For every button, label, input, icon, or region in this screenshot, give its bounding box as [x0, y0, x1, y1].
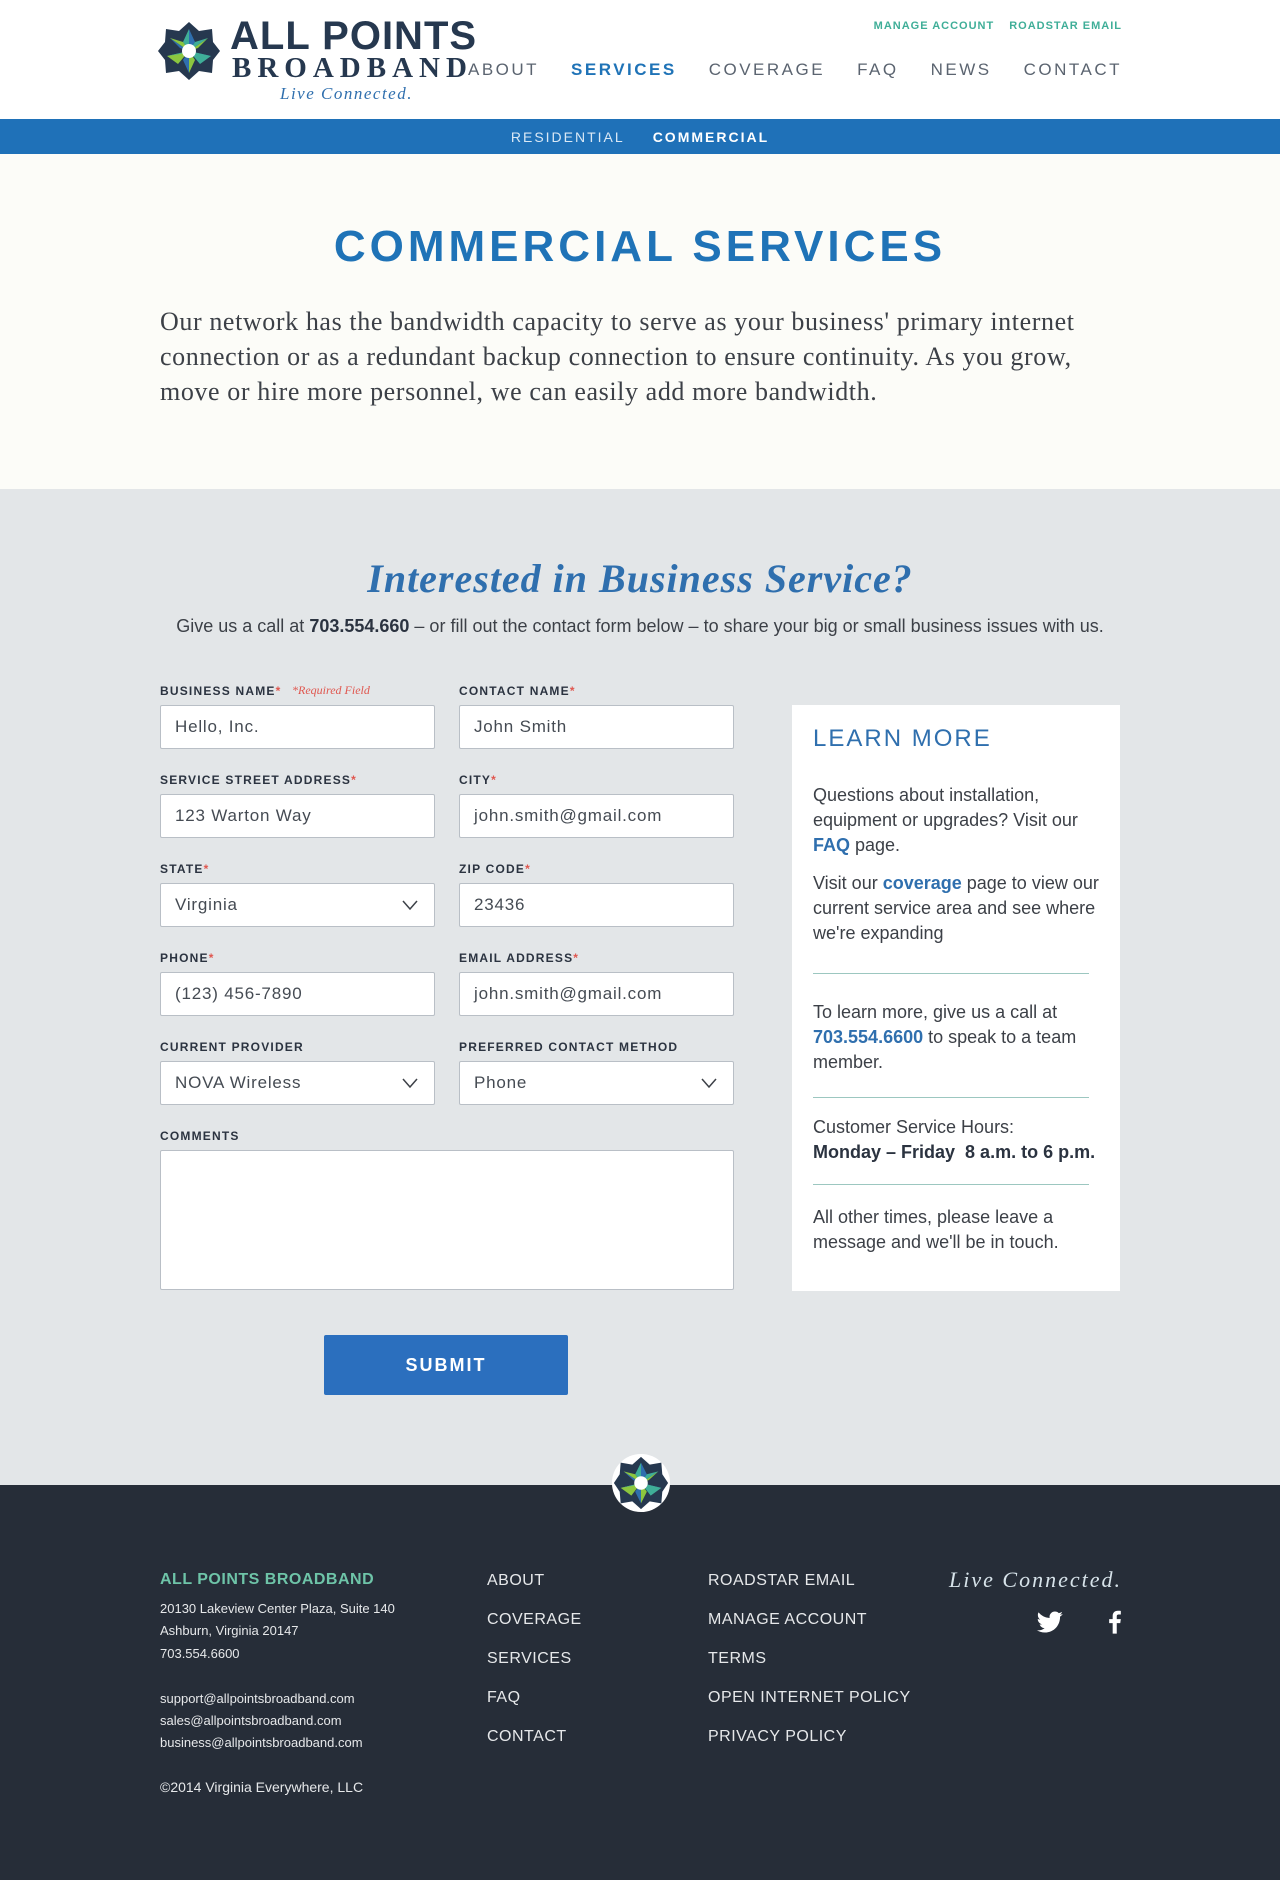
logo-tagline: Live Connected.: [280, 84, 413, 103]
footer-link-services[interactable]: SERVICES: [487, 1650, 572, 1667]
contact-name-input[interactable]: John Smith: [459, 705, 734, 749]
footer-link-faq[interactable]: FAQ: [487, 1689, 521, 1706]
email-label: [459, 951, 579, 965]
form-intro-text-after: – or fill out the contact form below – to share your big or small business issues with us.: [409, 616, 1104, 636]
state-select-value: Virginia: [175, 895, 238, 914]
contact-name-label-text: CONTACT NAME: [459, 684, 570, 698]
faq-text: Questions about installation, equipment or upgrades? Visit our: [813, 785, 1078, 830]
required-star: *: [573, 951, 580, 965]
call-text-after: to speak to a team member.: [813, 1027, 1077, 1072]
required-star: *: [351, 773, 357, 787]
coverage-paragraph: [813, 871, 1113, 946]
required-star: *: [275, 684, 282, 698]
footer-phone: 703.554.6600: [160, 1646, 240, 1661]
footer-company-name: ALL POINTS BROADBAND: [160, 1571, 375, 1588]
footer-link-privacy-policy[interactable]: PRIVACY POLICY: [708, 1728, 847, 1745]
footer-link-manage-account[interactable]: MANAGE ACCOUNT: [708, 1611, 868, 1628]
form-intro-phone: 703.554.660: [309, 616, 410, 636]
main-nav: [468, 60, 1122, 80]
contact-method-label: PREFERRED CONTACT METHOD: [459, 1040, 679, 1054]
page-title: COMMERCIAL SERVICES: [333, 222, 947, 271]
footer-link-open-internet-policy[interactable]: OPEN INTERNET POLICY: [708, 1689, 911, 1706]
email-label-text: EMAIL ADDRESS: [459, 951, 574, 965]
coverage-text-after: page to view our current service area and see where we're expanding: [813, 873, 1099, 943]
contact-form-section: [0, 489, 1280, 1485]
hours-times: 8 a.m. to 6 p.m.: [965, 1142, 1096, 1162]
coverage-text: Visit our: [813, 873, 883, 893]
logo-line1: ALL POINTS: [230, 14, 478, 58]
phone-link[interactable]: 703.554.6600: [813, 1027, 924, 1047]
footer-sales-email[interactable]: sales@allpointsbroadband.com: [160, 1713, 342, 1728]
form-intro: [0, 616, 1280, 637]
subnav-residential[interactable]: RESIDENTIAL: [510, 128, 625, 145]
call-paragraph: [813, 1000, 1113, 1075]
footer-logo-badge-icon: [611, 1453, 671, 1513]
after-hours-paragraph: All other times, please leave a message and we'll be in touch.: [813, 1207, 1059, 1252]
zip-label-text: ZIP CODE: [459, 862, 526, 876]
required-field-note: *Required Field: [292, 683, 370, 697]
divider: [813, 973, 1089, 974]
comments-label: COMMENTS: [160, 1129, 240, 1143]
nav-faq[interactable]: FAQ: [857, 60, 899, 79]
footer-link-coverage[interactable]: COVERAGE: [487, 1611, 582, 1628]
faq-paragraph: [813, 783, 1113, 858]
logo-line2: BROADBAND: [232, 52, 473, 84]
contact-method-value: Phone: [474, 1073, 528, 1092]
nav-contact[interactable]: CONTACT: [1023, 60, 1122, 79]
learn-more-panel: [792, 705, 1120, 1291]
twitter-icon[interactable]: [1036, 1608, 1064, 1636]
required-star: *: [203, 862, 210, 876]
faq-link[interactable]: FAQ: [813, 835, 851, 855]
business-name-label-text: BUSINESS NAME: [160, 684, 276, 698]
divider: [813, 1097, 1089, 1098]
subnav-commercial[interactable]: COMMERCIAL: [652, 128, 770, 145]
required-star: *: [569, 684, 576, 698]
footer-address-line1: 20130 Lakeview Center Plaza, Suite 140: [160, 1601, 395, 1616]
state-label-text: STATE: [160, 862, 204, 876]
hero-section: [0, 154, 1280, 489]
state-label: [160, 862, 209, 876]
city-input[interactable]: john.smith@gmail.com: [459, 794, 734, 838]
chevron-down-icon: [701, 1075, 717, 1091]
learn-more-title: LEARN MORE: [813, 725, 992, 752]
city-label: [459, 773, 497, 787]
required-star: *: [491, 773, 498, 787]
site-footer: [0, 1485, 1280, 1880]
manage-account-link[interactable]: MANAGE ACCOUNT: [873, 20, 995, 32]
business-name-label: [160, 684, 282, 698]
footer-link-terms[interactable]: TERMS: [708, 1650, 767, 1667]
services-subnav: [0, 119, 1280, 154]
zip-input[interactable]: 23436: [459, 883, 734, 927]
form-intro-text: Give us a call at: [176, 616, 310, 636]
email-input[interactable]: john.smith@gmail.com: [459, 972, 734, 1016]
hero-description: Our network has the bandwidth capacity to serve as your business' primary internet connection or as a redundant backup connection to ensure continuity. As you grow, move or hire more personnel, we can easily add more bandwidth.: [160, 307, 1075, 406]
nav-services[interactable]: SERVICES: [571, 60, 677, 79]
street-address-label: [160, 773, 357, 787]
street-address-label-text: SERVICE STREET ADDRESS: [160, 773, 352, 787]
hours-label: Customer Service Hours:: [813, 1117, 1015, 1137]
footer-copyright: ©2014 Virginia Everywhere, LLC: [160, 1779, 364, 1795]
footer-link-contact[interactable]: CONTACT: [487, 1728, 567, 1745]
phone-input[interactable]: (123) 456-7890: [160, 972, 435, 1016]
form-heading: Interested in Business Service?: [367, 556, 913, 601]
comments-textarea[interactable]: [160, 1150, 734, 1290]
current-provider-label: CURRENT PROVIDER: [160, 1040, 304, 1054]
street-address-input[interactable]: 123 Warton Way: [160, 794, 435, 838]
chevron-down-icon: [402, 1075, 418, 1091]
footer-link-about[interactable]: ABOUT: [487, 1572, 545, 1589]
phone-label-text: PHONE: [160, 951, 209, 965]
footer-support-email[interactable]: support@allpointsbroadband.com: [160, 1691, 355, 1706]
nav-coverage[interactable]: COVERAGE: [708, 60, 826, 79]
roadstar-email-link[interactable]: ROADSTAR EMAIL: [1009, 20, 1122, 32]
city-label-text: CITY: [459, 773, 492, 787]
coverage-link[interactable]: coverage: [882, 873, 962, 893]
logo[interactable]: [158, 14, 478, 106]
current-provider-value: NOVA Wireless: [175, 1073, 302, 1092]
hours-paragraph: [813, 1115, 1113, 1165]
facebook-icon[interactable]: [1101, 1608, 1129, 1636]
contact-method-select[interactable]: [459, 1061, 734, 1105]
hours-days: Monday – Friday: [813, 1142, 956, 1162]
top-links: [874, 20, 1122, 32]
submit-button[interactable]: SUBMIT: [324, 1335, 568, 1395]
current-provider-select[interactable]: [160, 1061, 435, 1105]
footer-link-roadstar-email[interactable]: ROADSTAR EMAIL: [708, 1572, 856, 1589]
phone-label: [160, 951, 215, 965]
footer-address-line2: Ashburn, Virginia 20147: [160, 1623, 299, 1638]
chevron-down-icon: [402, 897, 418, 913]
call-text: To learn more, give us a call at: [813, 1002, 1058, 1022]
zip-label: [459, 862, 531, 876]
footer-business-email[interactable]: business@allpointsbroadband.com: [160, 1735, 363, 1750]
required-star: *: [525, 862, 531, 876]
footer-tagline: Live Connected.: [949, 1567, 1122, 1592]
state-select[interactable]: [160, 883, 435, 927]
faq-text-after: page.: [850, 835, 901, 855]
nav-news[interactable]: NEWS: [930, 60, 992, 79]
divider: [813, 1184, 1089, 1185]
nav-about[interactable]: ABOUT: [467, 60, 540, 79]
required-star: *: [208, 951, 215, 965]
business-name-input[interactable]: Hello, Inc.: [160, 705, 435, 749]
contact-name-label: [459, 684, 576, 698]
site-header: [0, 0, 1280, 119]
logo-star-icon: [158, 20, 220, 82]
